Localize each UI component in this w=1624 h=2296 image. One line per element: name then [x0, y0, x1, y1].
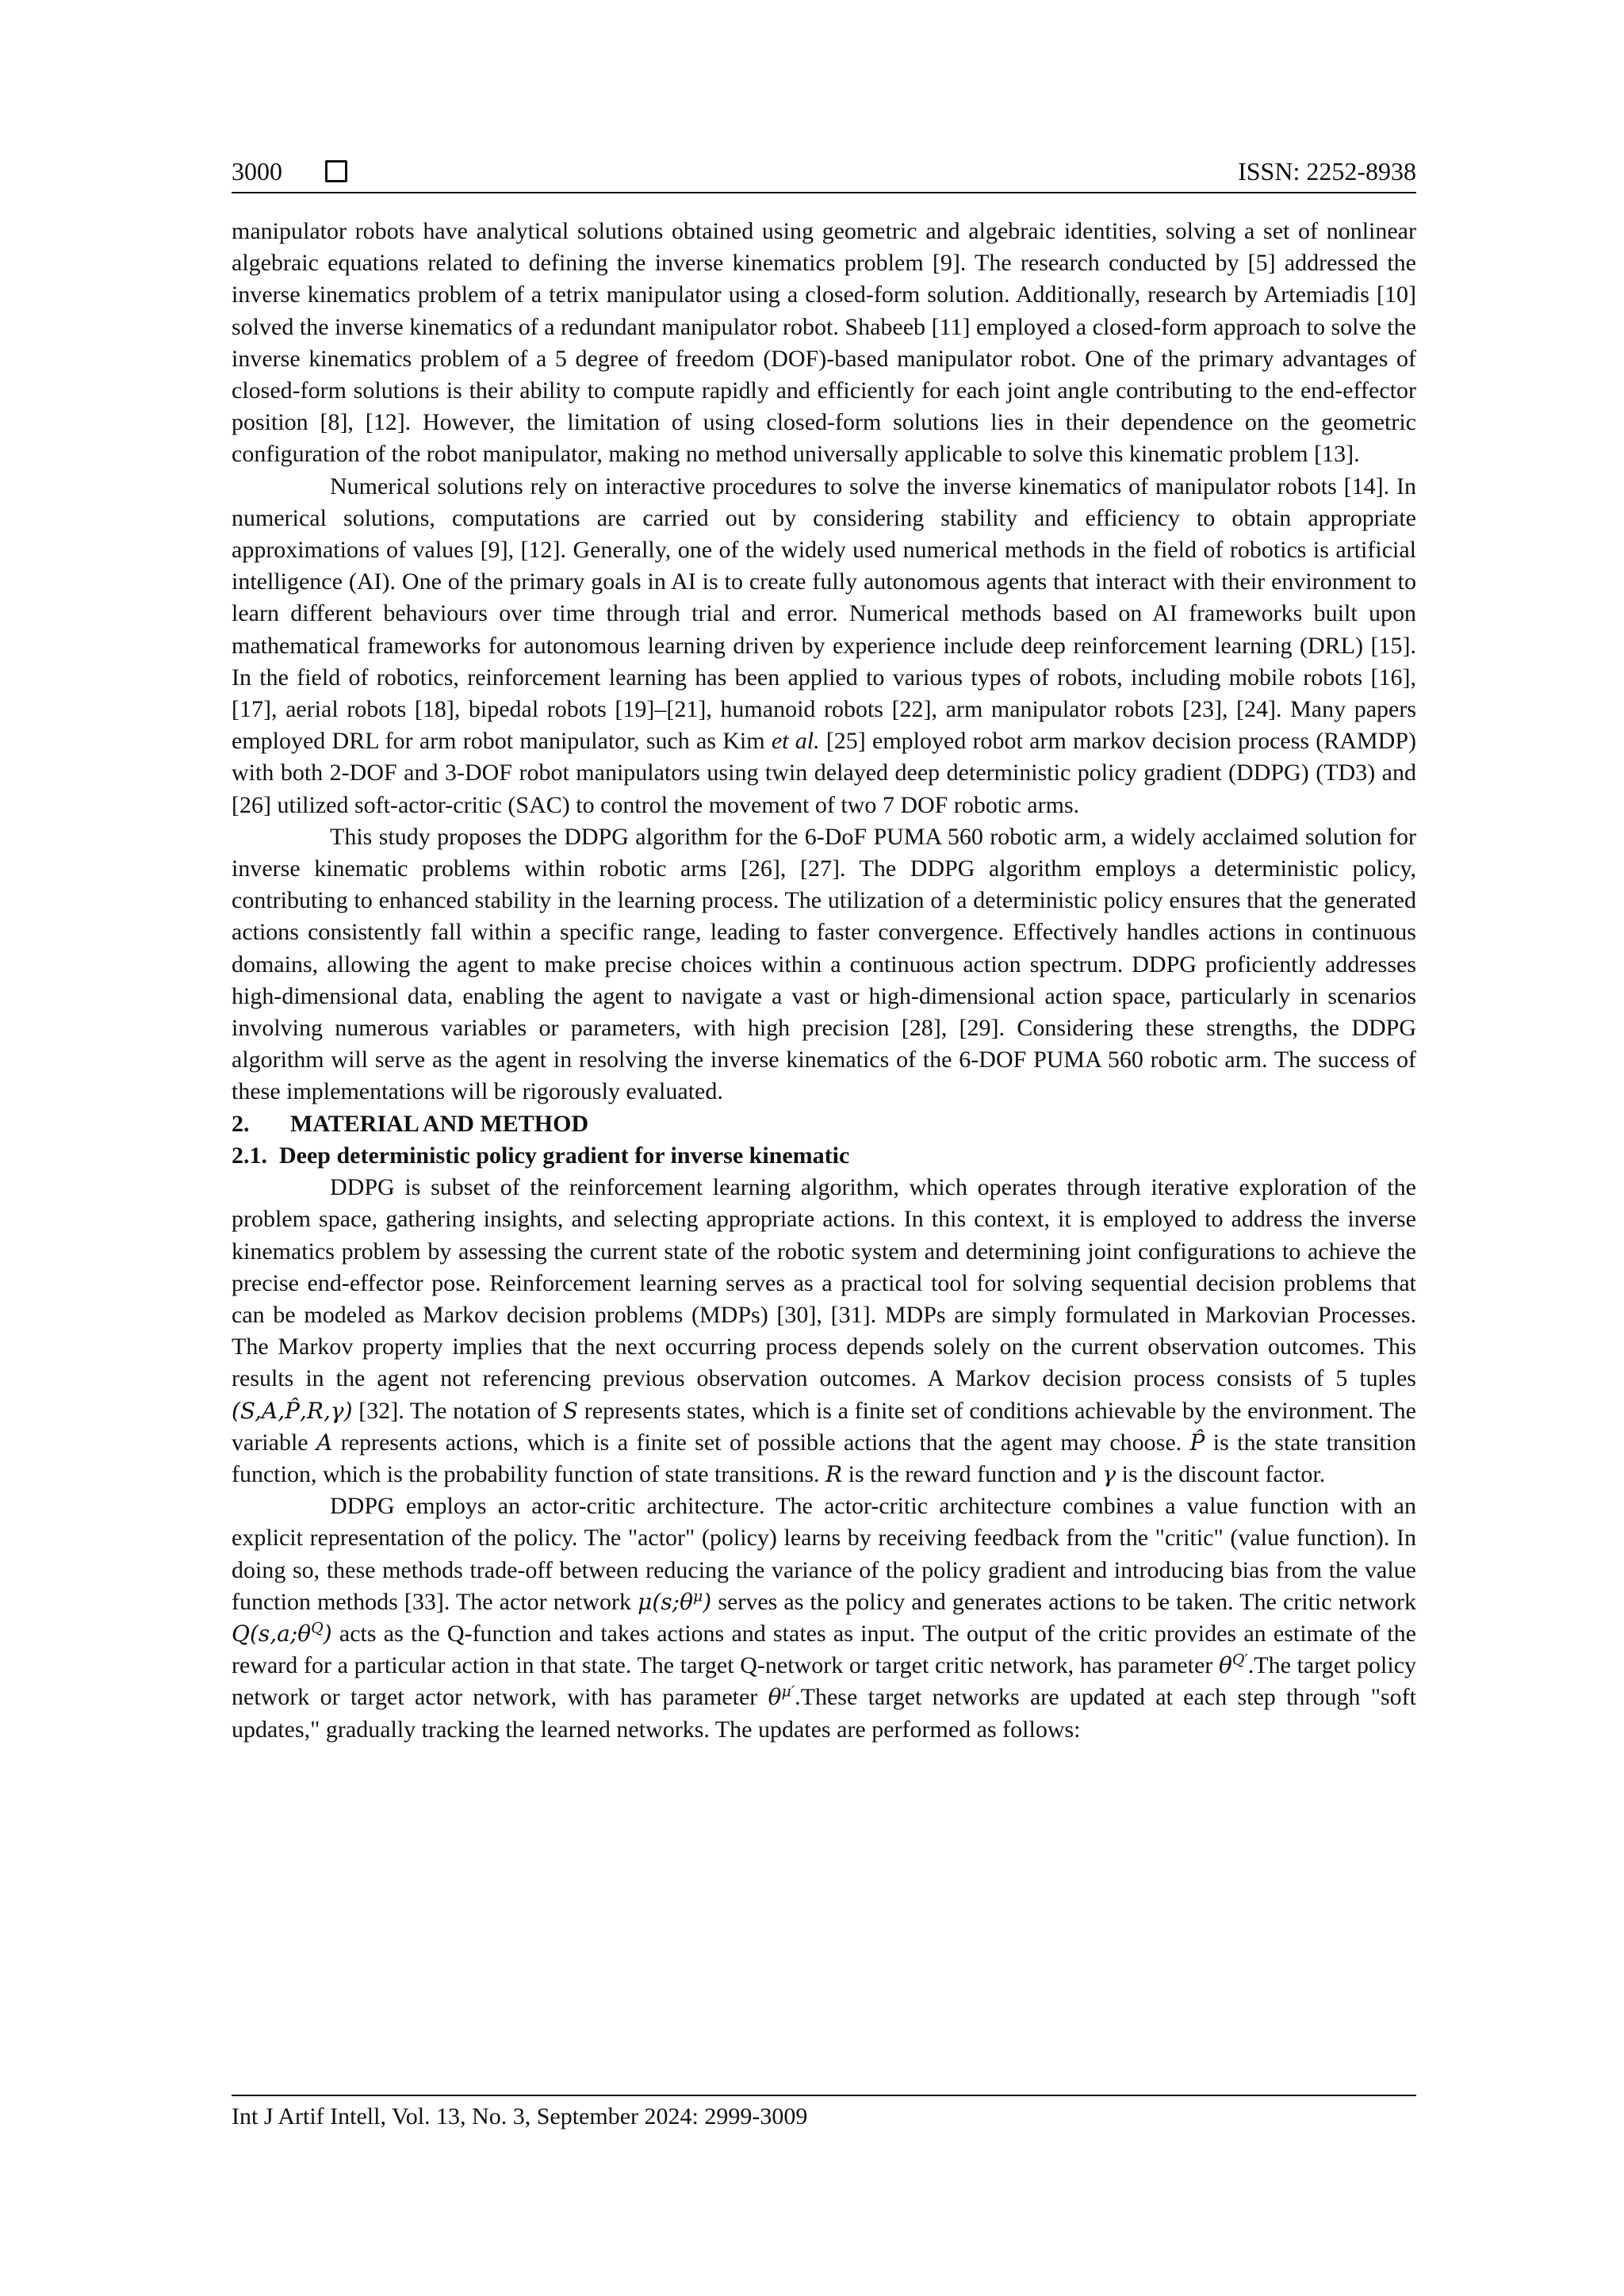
footer-rule	[232, 2095, 1416, 2096]
paragraph-1: manipulator robots have analytical solutions obtained using geometric and algebraic identities, solving a set of nonlinear algebraic equations related to defining the inverse kinematics problem [9]. The research conducted by [5] addressed the inverse kinematics problem of a tetrix manipulator using a closed-form solution. Additionally, research by Artemiadis [10] solved the inverse kinematics of a redundant manipulator robot. Shabeeb [11] employed a closed-form approach to solve the inverse kinematics problem of a 5 degree of freedom (DOF)-based manipulator robot. One of the primary advantages of closed-form solutions is their ability to compute rapidly and efficiently for each joint angle contributing to the end-effector position [8], [12]. However, the limitation of using closed-form solutions lies in their dependence on the geometric configuration of the robot manipulator, making no method universally applicable to solve this kinematic problem [13].	[232, 218, 1416, 468]
paragraph-5: DDPG employs an actor-critic architecture. The actor-critic architecture combines a value function with an explicit representation of the policy. The "actor" (policy) learns by receiving feedback from the "critic" (value function). In doing so, these methods trade-off between reducing the variance of the policy gradient and introducing bias from the value function methods [33]. The actor network $\mu(s;\theta^\mu)$ serves as the policy and generates actions to be taken. The critic network $Q(s,a;\theta^Q)$ acts as the Q-function and takes actions and states as input. The output of the critic provides an estimate of the reward for a particular action in that state. The target Q-network or target critic network, has parameter $\theta^{Q'}.The$ target policy network or target actor network, with has parameter $\theta^{\mu'}.These$ target networks are updated at each step through "soft updates," gradually tracking the learned networks. The updates are performed as follows:	[232, 1493, 1417, 1743]
section-heading: 2. MATERIAL AND METHOD	[232, 1110, 589, 1137]
target-critic-parameter: $\theta^{Q'}$	[1219, 1651, 1248, 1679]
header-rule	[232, 192, 1416, 193]
page-footer: Int J Artif Intell, Vol. 13, No. 3, September 2024: 2999-3009	[232, 2103, 808, 2130]
paragraph-2: Numerical solutions rely on interactive procedures to solve the inverse kinematics of manipulator robots [14]. In numerical solutions, computations are carried out by considering stability and efficiency to obtain appropriate approximations of values [9], [12]. Generally, one of the widely used numerical methods in the field of robotics is artificial intelligence (AI). One of the primary goals in AI is to create fully autonomous agents that interact with their environment to learn different behaviours over time through trial and error. Numerical methods based on AI frameworks built upon mathematical frameworks for autonomous learning driven by experience include deep reinforcement learning (DRL) [15]. In the field of robotics, reinforcement learning has been applied to various types of robots, including mobile robots [16], [17], aerial robots [18], bipedal robots [19]–[21], humanoid robots [22], arm manipulator robots [23], [24]. Many papers employed DRL for arm robot manipulator, such as Kim et al. [25] employed robot arm markov decision process (RAMDP) with both 2-DOF and 3-DOF robot manipulators using twin delayed deep deterministic policy gradient (DDPG) (TD3) and [26] utilized soft-actor-critic (SAC) to control the movement of two 7 DOF robotic arms.	[232, 473, 1416, 818]
page-number: 3000	[232, 157, 282, 186]
subsection-heading: 2.1. Deep deterministic policy gradient for inverse kinematic	[232, 1142, 850, 1169]
issn: ISSN: 2252-8938	[1238, 157, 1416, 186]
target-actor-parameter: $\theta^{\mu'}$	[768, 1683, 795, 1711]
actor-network-symbol: $\mu(s;\theta^\mu)$	[638, 1587, 712, 1615]
body-text	[232, 216, 1416, 1746]
critic-network-symbol: $Q(s,a;\theta^Q)$	[232, 1619, 332, 1647]
mdp-tuple: (S,A,P̂,R,γ)	[232, 1397, 353, 1424]
page-header	[232, 155, 1416, 192]
paragraph-3: This study proposes the DDPG algorithm for the 6-DoF PUMA 560 robotic arm, a widely acclaimed solution for inverse kinematic problems within robotic arms [26], [27]. The DDPG algorithm employs a deterministic policy, contributing to enhanced stability in the learning process. The utilization of a deterministic policy ensures that the generated actions consistently fall within a specific range, leading to faster convergence. Effectively handles actions in continuous domains, allowing the agent to make precise choices within a continuous action spectrum. DDPG proficiently addresses high-dimensional data, enabling the agent to navigate a vast or high-dimensional action space, particularly in scenarios involving numerous variables or parameters, with high precision [28], [29]. Considering these strengths, the DDPG algorithm will serve as the agent in resolving the inverse kinematics of the 6-DOF PUMA 560 robotic arm. The success of these implementations will be rigorously evaluated.	[232, 823, 1416, 1105]
square-bullet-icon	[325, 160, 347, 182]
paragraph-4: DDPG is subset of the reinforcement learning algorithm, which operates through iterative exploration of the problem space, gathering insights, and selecting appropriate actions. In this context, it is employed to address the inverse kinematics problem by assessing the current state of the robotic system and determining joint configurations to achieve the precise end-effector pose. Reinforcement learning serves as a practical tool for solving sequential decision problems that can be modeled as Markov decision problems (MDPs) [30], [31]. MDPs are simply formulated in Markovian Processes. The Markov property implies that the next occurring process depends solely on the current observation outcomes. This results in the agent not referencing previous observation outcomes. A Markov decision process consists of 5 tuples (S,A,P̂,R,γ) [32]. The notation of S represents states, which is a finite set of conditions achievable by the environment. The variable A represents actions, which is a finite set of possible actions that the agent may choose. P̂ is the state transition function, which is the probability function of state transitions. R is the reward function and γ is the discount factor.	[232, 1174, 1417, 1487]
